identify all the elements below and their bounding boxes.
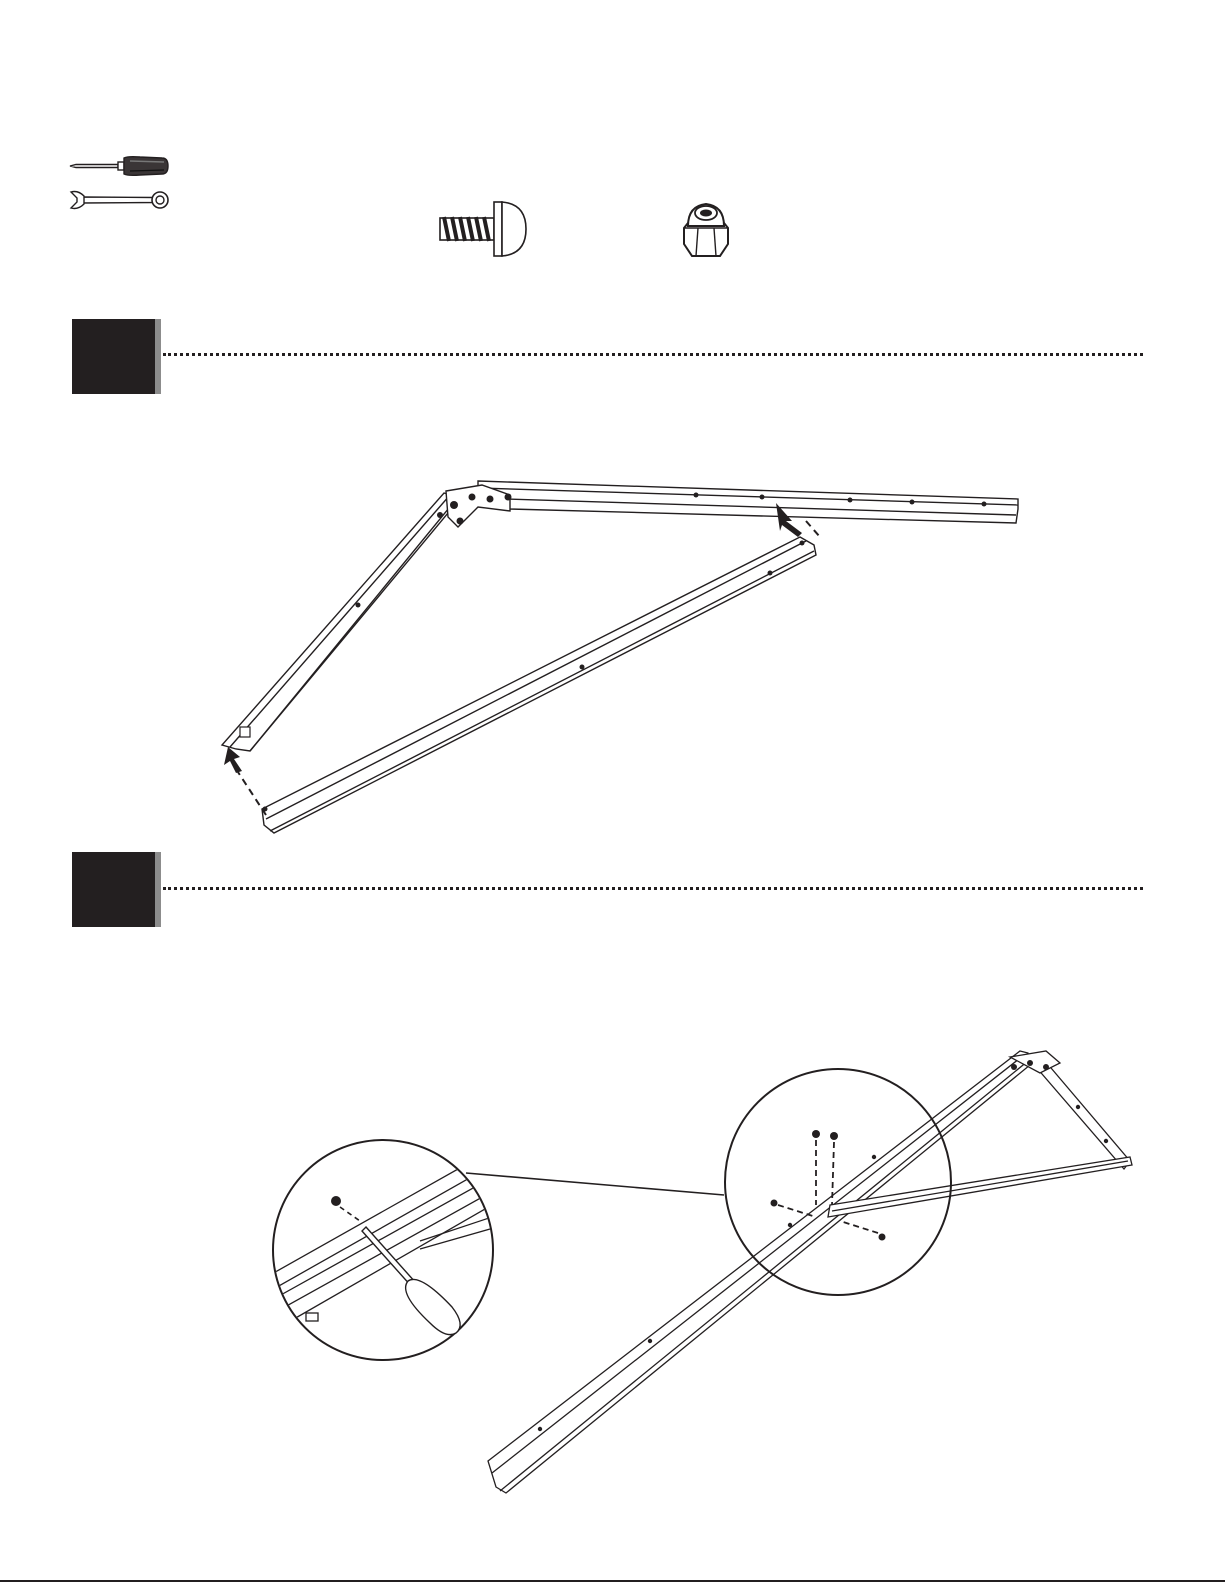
step-2-block-shadow <box>155 852 161 927</box>
step-1-block <box>72 319 155 394</box>
screwdriver-icon <box>68 152 173 180</box>
page-bottom-rule <box>0 1580 1225 1582</box>
nut-icon <box>678 198 734 260</box>
step-1-block-shadow <box>155 319 161 394</box>
step-2-marker <box>72 852 161 927</box>
wrench-icon <box>68 188 173 212</box>
frame-assembly-diagram <box>210 475 1030 840</box>
step-2-divider <box>163 887 1143 890</box>
frame-fastening-diagram <box>270 1045 1150 1500</box>
step-1-divider <box>163 353 1143 356</box>
screw-icon <box>436 198 528 260</box>
step-1-marker <box>72 319 161 394</box>
step-2-block <box>72 852 155 927</box>
